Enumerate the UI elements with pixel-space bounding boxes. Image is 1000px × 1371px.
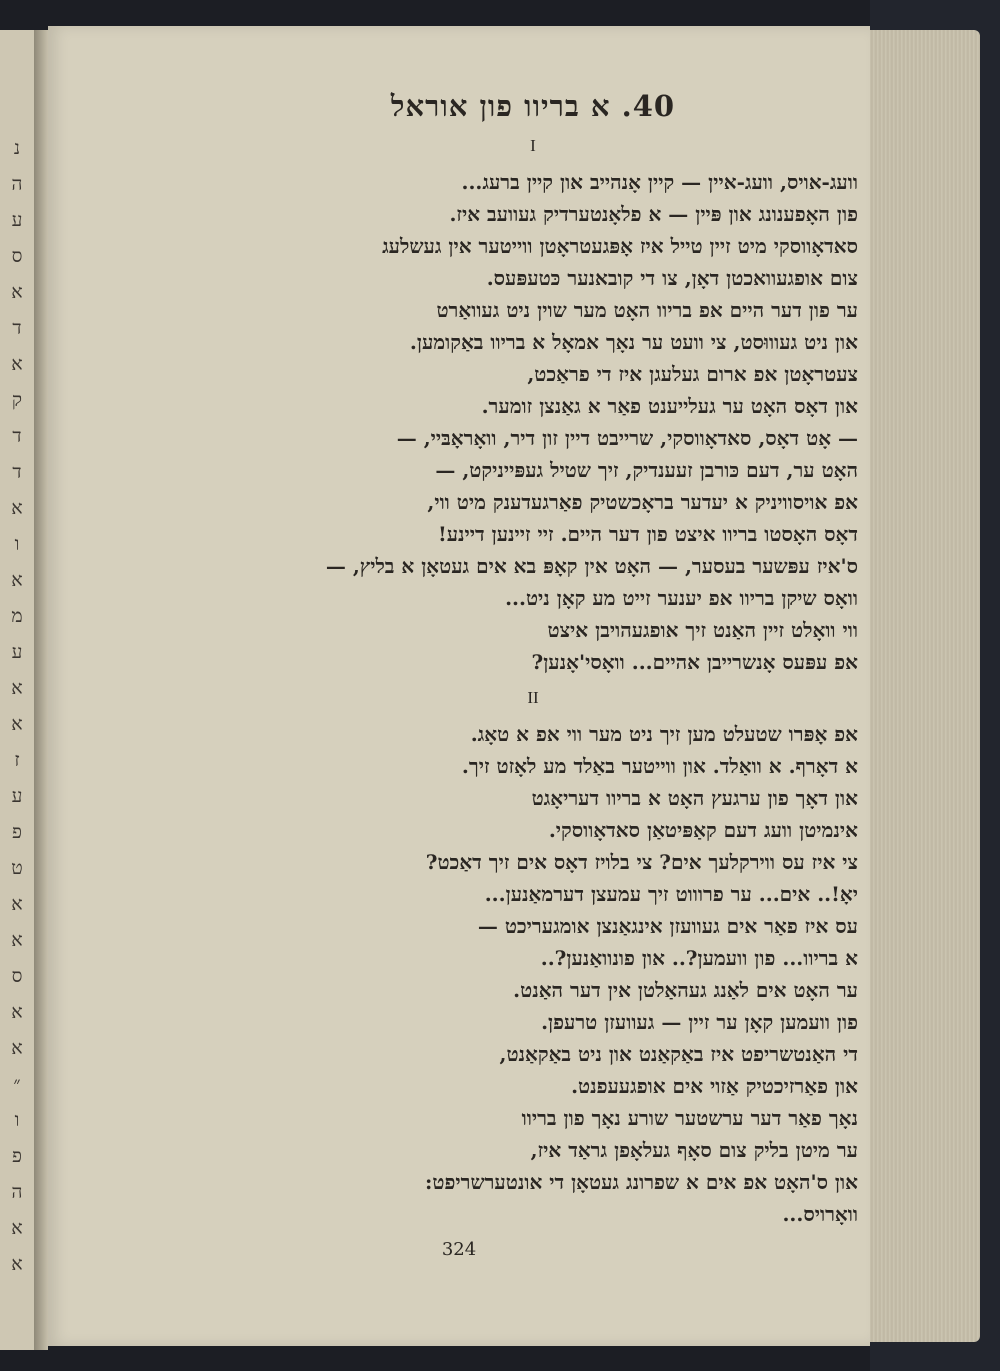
poem-line: אינמיטן וועג דעם קאַפּיטאַן סאדאָווסקי.	[548, 818, 858, 842]
poem-line: און פאַרזיכטיק אַזוי אים אופגעעפנט.	[571, 1074, 858, 1098]
poem-line: ער פון דער היים אפ בריוו האָט מער שוין ניט געוואַרט	[436, 298, 858, 322]
margin-letter: א	[11, 677, 23, 699]
margin-letter: ט	[11, 857, 23, 879]
page-edges	[858, 30, 980, 1342]
margin-letter: א	[11, 1253, 23, 1275]
margin-letter: ע	[11, 209, 23, 231]
margin-letter: ד	[12, 425, 22, 447]
margin-letter: ד	[12, 317, 22, 339]
poem-line: ווי וואָלט זיין האַנט זיך אופגעהויבן איצט	[547, 618, 858, 642]
poem-line: צום אופגעוואכטן דאָן, צו די קובאנער כּטעפּעס.	[486, 266, 858, 290]
margin-letter: ק	[11, 389, 23, 411]
margin-letter: פ	[12, 821, 22, 843]
poem-line: און ניט געוווּסט, צי וועט ער נאָך אמאָל א בריוו באַקומען.	[409, 330, 858, 354]
margin-letter: פ	[12, 1145, 22, 1167]
margin-letter: א	[11, 1037, 23, 1059]
poem-line: ער האָט אים לאַנג געהאַלטן אין דער האַנט.	[513, 978, 858, 1002]
margin-letter: ס	[11, 965, 23, 987]
poem-line: פון האָפענונג און פּיין — א פלאָנטערדיק געוועב איז.	[449, 202, 858, 226]
previous-page-margin-letters	[2, 130, 32, 1282]
margin-letter: א	[11, 281, 23, 303]
margin-letter: א	[11, 713, 23, 735]
margin-letter: מ	[11, 605, 23, 627]
poem-line: און ס'האָט אפ אים א שפרונג געטאָן די אונטערשריפט:	[425, 1170, 858, 1194]
book-page	[48, 26, 870, 1346]
margin-letter: ו	[14, 1109, 20, 1131]
margin-letter: א	[11, 893, 23, 915]
poem-line: נאָך פאַר דער ערשטער שורע נאָך פון בריוו	[521, 1106, 858, 1130]
poem-text-block	[128, 86, 858, 1230]
poem-line: די האַנטשריפט איז באַקאַנט און ניט באַקאַנט,	[499, 1042, 858, 1066]
margin-letter: ע	[11, 785, 23, 807]
poem-line: פון וועמען קאָן ער זיין — געוועזן טרעפן.	[541, 1010, 858, 1034]
previous-page-edge	[0, 30, 36, 1350]
book-gutter	[34, 30, 48, 1350]
margin-letter: א	[11, 1217, 23, 1239]
margin-letter: א	[11, 1001, 23, 1023]
margin-letter: ס	[11, 245, 23, 267]
margin-letter: ו	[14, 533, 20, 555]
poem-line: וואָרויס...	[782, 1202, 858, 1226]
poem-line: א דאָרף. א וואַלד. און ווייטער באַלד מע לאָזט זיך.	[461, 754, 858, 778]
poem-line: אפ עפּעס אָנשרייבן אהיים... וואָסי'אָנען?	[531, 650, 858, 674]
poem-line: צי איז עס ווירקלעך אים? צי בלויז דאָס אים זיך דאַכט?	[425, 850, 858, 874]
poem-line: וועג-אויס, וועג-איין — קיין אָנהייב און קיין ברעג...	[461, 170, 858, 194]
margin-letter: ה	[11, 1181, 23, 1203]
poem-line: און דאָס האָט ער געלייענט פאַר א גאַנצן זומער.	[481, 394, 858, 418]
poem-line: אפ אויסוויניק א יעדער בראָכשטיק פאַרגעדענק מיט ווי,	[427, 490, 858, 514]
margin-letter: א	[11, 497, 23, 519]
page-number: 324	[441, 1239, 477, 1260]
poem-line: צעטראָטן אפ ארום געלעגן איז די פראַכט,	[527, 362, 858, 386]
section-1-lines	[128, 166, 858, 678]
poem-line: וואָס שיקן בריוו אפ יענער זייט מע קאָן ניט...	[505, 586, 858, 610]
poem-line: ס'איז עפּשער בעסער, — האָט אין קאָפּ בא אים געטאָן א בליץ, —	[325, 554, 858, 578]
margin-letter: ה	[11, 173, 23, 195]
poem-line: יאָ!.. אים... ער פרוווט זיך עמעצן דערמאַנען...	[484, 882, 858, 906]
margin-letter: א	[11, 929, 23, 951]
margin-letter: נ	[13, 137, 21, 159]
margin-letter: ע	[11, 641, 23, 663]
poem-line: האָט ער, דעם כּורבן זעענדיק, זיך שטיל געפּייניקט, —	[435, 458, 858, 482]
poem-line: סאדאָווסקי מיט זיין טייל איז אָפּגעטראָטן ווייטער אין געשלעג	[382, 234, 858, 258]
margin-letter: א	[11, 353, 23, 375]
section-numeral-2: II	[527, 688, 539, 707]
poem-line: עס איז פאַר אים געוועזן אינגאַנצן אומגעריכט —	[477, 914, 858, 938]
poem-title: 40. א בריוו פון אוראל	[390, 89, 676, 123]
margin-letter: ז	[14, 749, 20, 771]
poem-line: — אָט דאָס, סאדאָווסקי, שרייבט דיין זון דיר, וואָראָבּיי, —	[396, 426, 858, 450]
poem-line: און דאָך פון ערגעץ האָט א בריוו דעריאָגט	[531, 786, 858, 810]
poem-line: ער מיטן בליק צום סאָף געלאָפן גראַד איז,	[530, 1138, 858, 1162]
poem-line: דאָס האָסטו בריוו איצט פון דער היים. זיי זיינען דיינע!	[437, 522, 858, 546]
section-2-lines	[128, 718, 858, 1230]
poem-line: אפ אָפּרו שטעלט מען זיך ניט מער ווי אפ א טאָג.	[470, 722, 858, 746]
poem-line: א בריוו... פון וועמען?.. און פונוואַנען?..	[540, 946, 858, 970]
margin-letter: ״	[13, 1073, 21, 1095]
margin-letter: א	[11, 569, 23, 591]
margin-letter: ד	[12, 461, 22, 483]
section-numeral-1: I	[530, 136, 536, 155]
